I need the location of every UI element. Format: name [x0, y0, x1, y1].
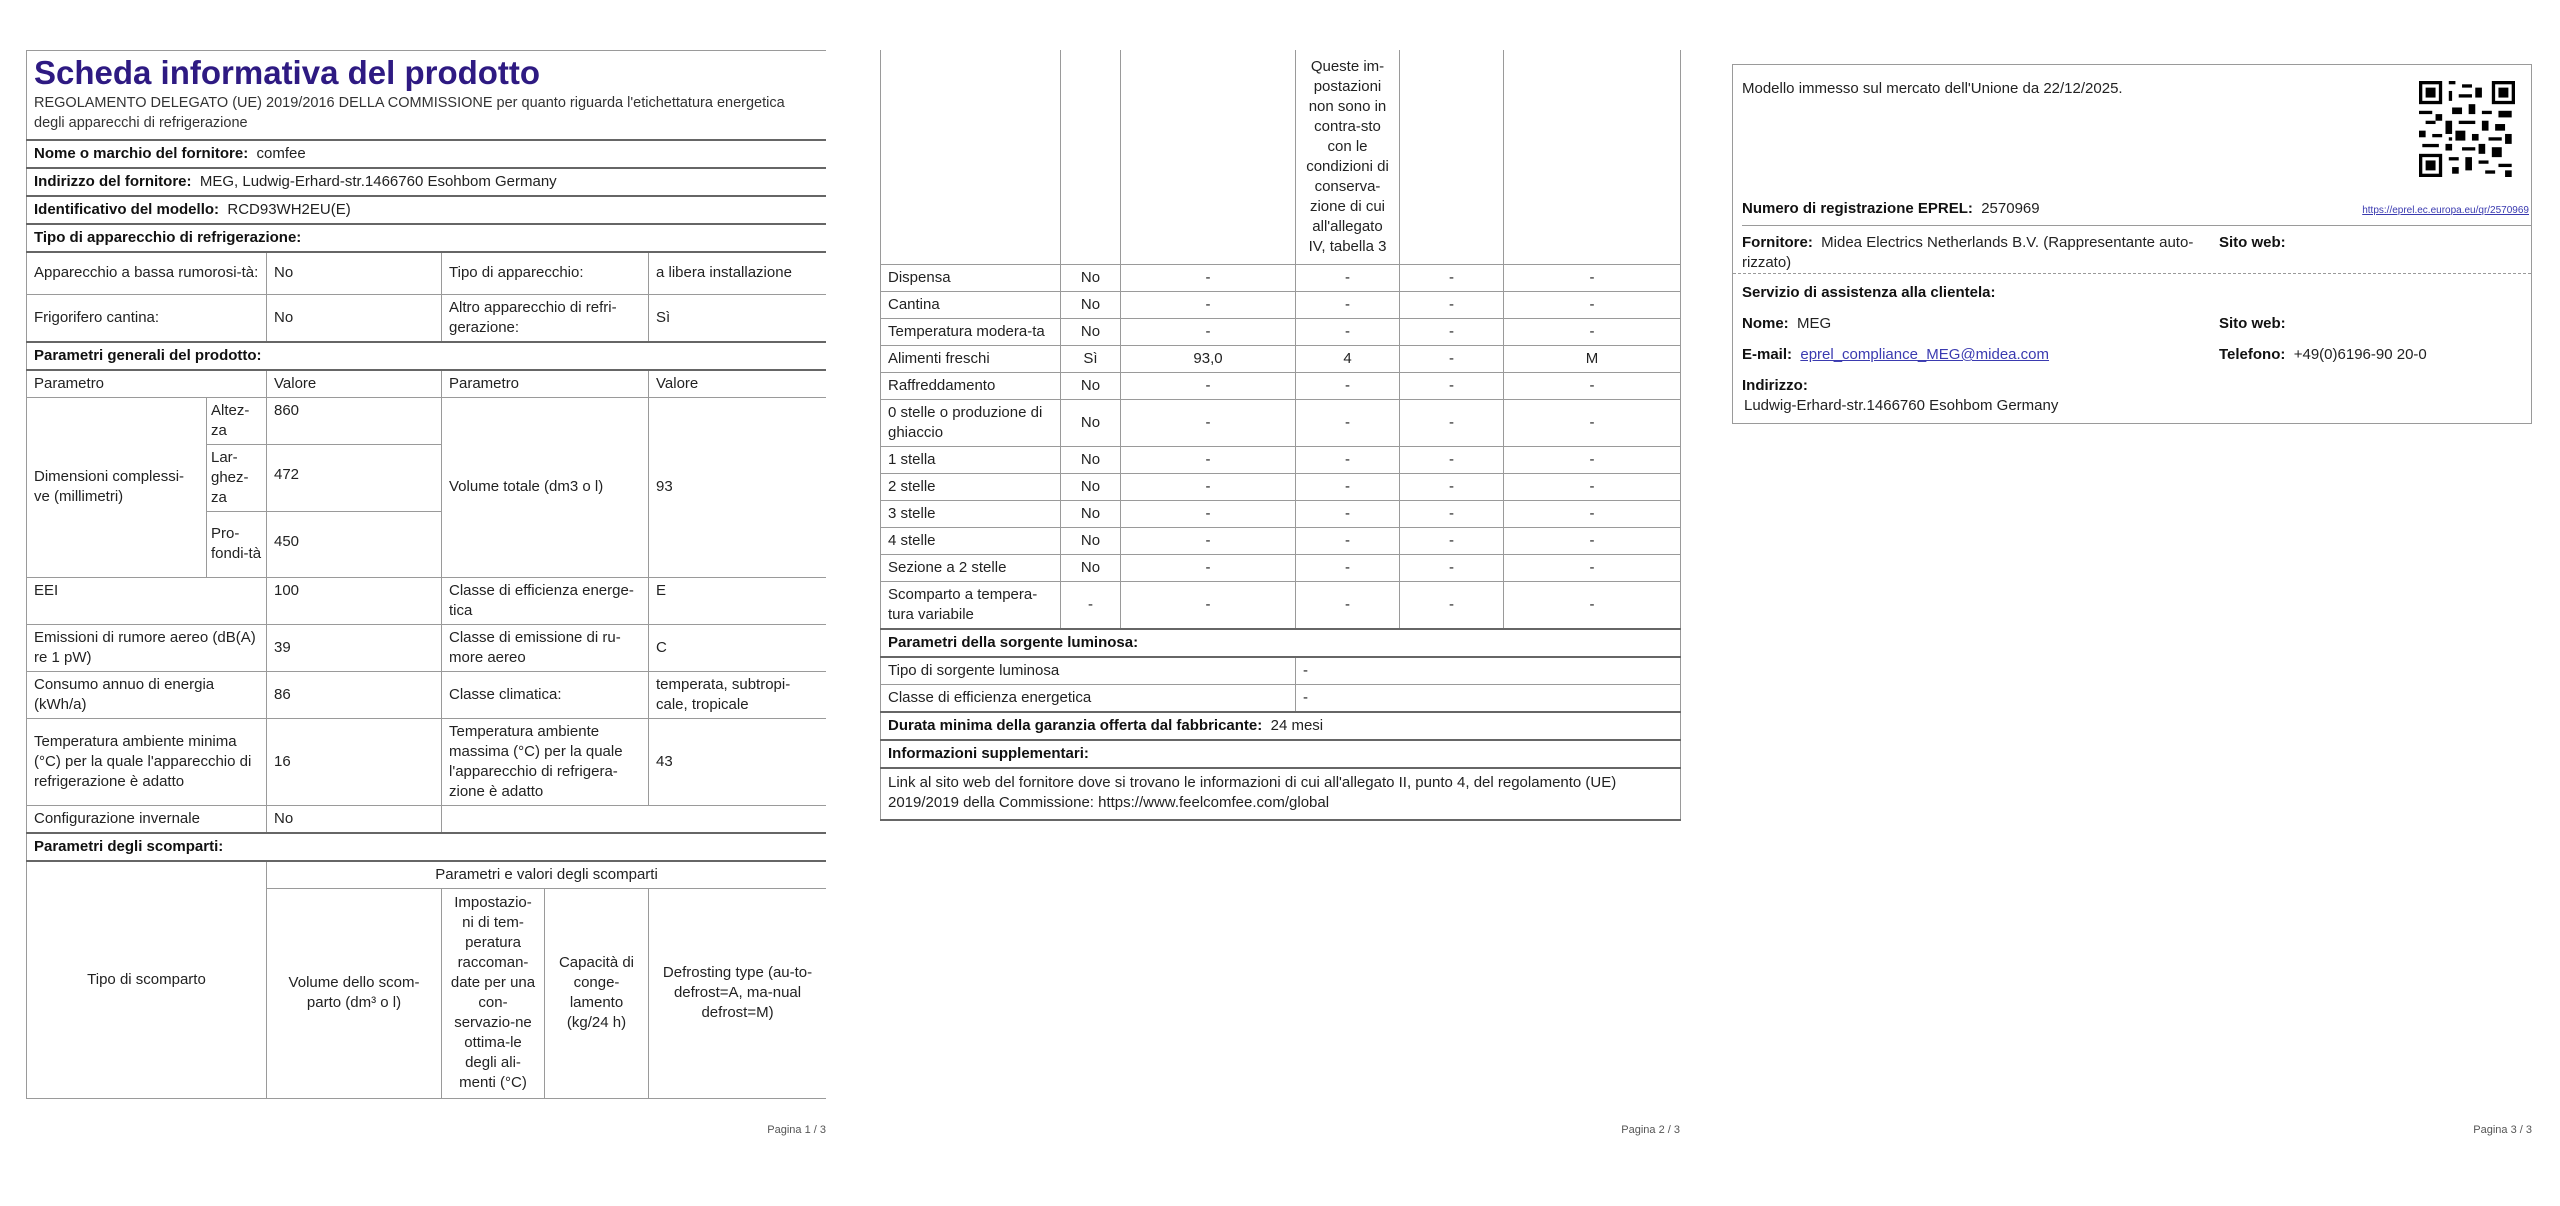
compartment-volume: - — [1121, 372, 1296, 399]
compartment-defrost: - — [1504, 399, 1681, 446]
col-value: Valore — [267, 370, 442, 398]
model-id: RCD93WH2EU(E) — [227, 201, 351, 218]
appliance-type-heading: Tipo di apparecchio di refrigerazione: — [34, 229, 302, 246]
compartment-name: Scomparto a tempera-tura variabile — [881, 581, 1061, 629]
address-value: Ludwig-Erhard-str.1466760 Esohbom Germany — [1744, 397, 2059, 414]
website-label: Sito web: — [2219, 234, 2286, 251]
compartment-volume: - — [1121, 399, 1296, 446]
compartment-volume: - — [1121, 446, 1296, 473]
compartment-temp: - — [1296, 291, 1400, 318]
name-value: MEG — [1797, 315, 1832, 332]
col-param-2: Parametro — [442, 370, 649, 398]
winter-label: Configurazione invernale — [27, 805, 267, 833]
compartment-row — [881, 345, 1681, 372]
noise-label: Emissioni di rumore aereo (dB(A) re 1 pW) — [27, 624, 267, 671]
compartment-capacity: - — [1400, 345, 1504, 372]
compartment-temp: 4 — [1296, 345, 1400, 372]
compartment-defrost: - — [1504, 372, 1681, 399]
dimensions-label: Dimensioni complessi-ve (millimetri) — [27, 397, 207, 577]
compartment-capacity: - — [1400, 527, 1504, 554]
compartment-capacity: - — [1400, 372, 1504, 399]
product-sheet-table — [26, 50, 826, 1099]
design-type-value: a libera installazione — [649, 252, 827, 294]
compartment-rows — [881, 264, 1681, 629]
total-volume-value: 93 — [649, 397, 827, 577]
compartment-volume: - — [1121, 500, 1296, 527]
compartment-defrost: - — [1504, 446, 1681, 473]
page-2-content — [880, 50, 1680, 821]
compartment-capacity: - — [1400, 399, 1504, 446]
compartment-present: No — [1061, 372, 1121, 399]
phone-label: Telefono: — [2219, 346, 2286, 363]
winter-value: No — [267, 805, 442, 833]
compartment-present: No — [1061, 554, 1121, 581]
low-noise-value: No — [267, 252, 442, 294]
compartment-row — [881, 527, 1681, 554]
compartment-present: No — [1061, 500, 1121, 527]
compartment-capacity: - — [1400, 446, 1504, 473]
eprel-label: Numero di registrazione EPREL: — [1742, 200, 1973, 217]
supplier-address: MEG, Ludwig-Erhard-str.1466760 Esohbom Germany — [199, 173, 557, 190]
compartment-defrost: - — [1504, 581, 1681, 629]
noise-class-label: Classe di emissione di ru-more aereo — [442, 624, 649, 671]
light-class-value: - — [1296, 684, 1681, 712]
compartment-defrost: - — [1504, 291, 1681, 318]
design-type-label: Tipo di apparecchio: — [442, 252, 649, 294]
regulation-text: REGOLAMENTO DELEGATO (UE) 2019/2016 DELLA COMMISSIONE per quanto riguarda l'etichettatura energetica degli apparecchi di refrigerazione — [34, 95, 785, 131]
compartment-defrost: - — [1504, 554, 1681, 581]
annual-energy-label: Consumo annuo di energia (kWh/a) — [27, 671, 267, 718]
compartment-type-label: Tipo di scomparto — [27, 861, 267, 1099]
compartment-volume: - — [1121, 473, 1296, 500]
compartment-row — [881, 473, 1681, 500]
compartment-name: Cantina — [881, 291, 1061, 318]
qr-code-icon[interactable] — [2419, 81, 2515, 177]
depth-value: 450 — [267, 511, 442, 577]
compartment-row — [881, 318, 1681, 345]
storage-note: Queste im-postazioni non sono in contra-sto con le condizioni di conserva-zione di cui all'allegato IV, tabella 3 — [1296, 50, 1400, 264]
min-temp-label: Temperatura ambiente minima (°C) per la quale l'apparecchio di refrigerazione è adatto — [27, 718, 267, 805]
compartment-present: No — [1061, 318, 1121, 345]
wine-label: Frigorifero cantina: — [27, 294, 267, 342]
compartment-name: 0 stelle o produzione di ghiaccio — [881, 399, 1061, 446]
max-temp-value: 43 — [649, 718, 827, 805]
compartment-volume: 93,0 — [1121, 345, 1296, 372]
height-value: 860 — [267, 397, 442, 444]
compartment-temp: - — [1296, 399, 1400, 446]
compartment-volume-label: Volume dello scom-parto (dm³ o l) — [267, 888, 442, 1098]
eei-label: EEI — [27, 577, 267, 624]
total-volume-label: Volume totale (dm3 o l) — [442, 397, 649, 577]
compartment-temp: - — [1296, 473, 1400, 500]
compartment-heading: Parametri degli scomparti: — [34, 837, 224, 855]
name-label: Nome: — [1742, 315, 1789, 332]
compartment-temp: - — [1296, 527, 1400, 554]
eei-value: 100 — [267, 577, 442, 624]
supplier-name-label: Nome o marchio del fornitore: — [34, 145, 249, 162]
compartment-volume: - — [1121, 581, 1296, 629]
market-date: Modello immesso sul mercato dell'Unione da 22/12/2025. — [1742, 80, 2123, 97]
annual-energy-value: 86 — [267, 671, 442, 718]
compartment-volume: - — [1121, 554, 1296, 581]
guarantee-value: 24 mesi — [1270, 716, 1324, 734]
eprel-box — [1732, 64, 2532, 424]
max-temp-label: Temperatura ambiente massima (°C) per la quale l'apparecchio di refrigera-zione è adatto — [442, 718, 649, 805]
page-1 — [26, 0, 826, 1206]
compartment-defrost: - — [1504, 318, 1681, 345]
compartment-temp: - — [1296, 264, 1400, 291]
email-link[interactable]: eprel_compliance_MEG@midea.com — [1800, 346, 2050, 363]
compartment-present: No — [1061, 446, 1121, 473]
compartment-capacity: - — [1400, 581, 1504, 629]
address-label: Indirizzo: — [1742, 377, 1808, 394]
service-website-label: Sito web: — [2219, 315, 2286, 332]
compartment-present: No — [1061, 399, 1121, 446]
compartment-present: No — [1061, 264, 1121, 291]
depth-label: Pro-fondi-tà — [207, 511, 267, 577]
compartment-values-label: Parametri e valori degli scomparti — [267, 861, 827, 889]
compartment-defrost: M — [1504, 345, 1681, 372]
model-id-label: Identificativo del modello: — [34, 201, 220, 218]
page-number-2: Pagina 2 / 3 — [1621, 1124, 1680, 1136]
compartment-row — [881, 554, 1681, 581]
width-value: 472 — [267, 444, 442, 511]
recommended-temp-label: Impostazio-ni di tem-peratura raccoman-date per una con-servazio-ne ottima-le degli ali-menti (°C) — [442, 888, 545, 1098]
page-title: Scheda informativa del prodotto — [34, 54, 541, 91]
compartment-row — [881, 581, 1681, 629]
climate-class-label: Classe climatica: — [442, 671, 649, 718]
compartment-volume: - — [1121, 264, 1296, 291]
compartment-present: No — [1061, 473, 1121, 500]
service-heading: Servizio di assistenza alla clientela: — [1742, 284, 1996, 301]
compartment-capacity: - — [1400, 500, 1504, 527]
compartment-capacity: - — [1400, 264, 1504, 291]
compartment-name: Temperatura modera-ta — [881, 318, 1061, 345]
col-param: Parametro — [27, 370, 267, 398]
light-class-label: Classe di efficienza energetica — [881, 684, 1296, 712]
email-label: E-mail: — [1742, 346, 1793, 363]
light-heading: Parametri della sorgente luminosa: — [888, 633, 1139, 651]
compartment-volume: - — [1121, 318, 1296, 345]
compartment-row — [881, 291, 1681, 318]
page-number-1: Pagina 1 / 3 — [767, 1124, 826, 1136]
height-label: Altez-za — [207, 397, 267, 444]
compartment-temp: - — [1296, 554, 1400, 581]
supplier-address-label: Indirizzo del fornitore: — [34, 173, 192, 190]
supplier-value: Midea Electrics Netherlands B.V. (Rappresentante auto-rizzato) — [1742, 234, 2194, 271]
page-1-content — [26, 50, 826, 1113]
compartment-present: Sì — [1061, 345, 1121, 372]
compartment-temp: - — [1296, 372, 1400, 399]
compartment-volume: - — [1121, 527, 1296, 554]
other-appliance-label: Altro apparecchio di refri-gerazione: — [442, 294, 649, 342]
additional-text: Link al sito web del fornitore dove si trovano le informazioni di cui all'allegato II, punto 4, del regolamento (UE) 2019/2019 della Commissione: https://www.feelcomfee.com/global — [881, 768, 1681, 820]
compartment-name: 4 stelle — [881, 527, 1061, 554]
compartment-temp: - — [1296, 446, 1400, 473]
guarantee-label: Durata minima della garanzia offerta dal fabbricante: — [888, 716, 1263, 734]
eprel-value: 2570969 — [1981, 200, 2040, 217]
compartment-row — [881, 446, 1681, 473]
energy-class-value: E — [649, 577, 827, 624]
compartment-temp: - — [1296, 581, 1400, 629]
freezing-capacity-label: Capacità di conge-lamento (kg/24 h) — [545, 888, 649, 1098]
compartment-capacity: - — [1400, 291, 1504, 318]
compartment-name: 1 stella — [881, 446, 1061, 473]
low-noise-label: Apparecchio a bassa rumorosi-tà: — [27, 252, 267, 294]
compartments-table — [880, 50, 1681, 821]
min-temp-value: 16 — [267, 718, 442, 805]
climate-class-value: temperata, subtropi-cale, tropicale — [649, 671, 827, 718]
phone-value: +49(0)6196-90 20-0 — [2293, 346, 2427, 363]
page-2 — [880, 0, 1680, 1206]
compartment-name: Dispensa — [881, 264, 1061, 291]
supplier-label: Fornitore: — [1742, 234, 1813, 251]
supplier-name: comfee — [256, 145, 306, 162]
other-appliance-value: Sì — [649, 294, 827, 342]
noise-value: 39 — [267, 624, 442, 671]
compartment-defrost: - — [1504, 500, 1681, 527]
col-value-2: Valore — [649, 370, 827, 398]
compartment-present: - — [1061, 581, 1121, 629]
compartment-capacity: - — [1400, 473, 1504, 500]
width-label: Lar-ghez-za — [207, 444, 267, 511]
compartment-defrost: - — [1504, 473, 1681, 500]
eprel-link[interactable]: https://eprel.ec.europa.eu/qr/2570969 — [2362, 205, 2529, 216]
compartment-row — [881, 372, 1681, 399]
compartment-row — [881, 500, 1681, 527]
compartment-defrost: - — [1504, 527, 1681, 554]
general-params-heading: Parametri generali del prodotto: — [34, 346, 262, 364]
compartment-volume: - — [1121, 291, 1296, 318]
compartment-name: Raffreddamento — [881, 372, 1061, 399]
page-number-3: Pagina 3 / 3 — [2473, 1124, 2532, 1136]
defrost-type-label: Defrosting type (au-to-defrost=A, ma-nual defrost=M) — [649, 888, 827, 1098]
compartment-temp: - — [1296, 500, 1400, 527]
noise-class-value: C — [649, 624, 827, 671]
energy-class-label: Classe di efficienza energe-tica — [442, 577, 649, 624]
compartment-name: 3 stelle — [881, 500, 1061, 527]
compartment-name: Sezione a 2 stelle — [881, 554, 1061, 581]
compartment-name: Alimenti freschi — [881, 345, 1061, 372]
compartment-row — [881, 399, 1681, 446]
compartment-present: No — [1061, 291, 1121, 318]
compartment-capacity: - — [1400, 554, 1504, 581]
light-type-label: Tipo di sorgente luminosa — [881, 657, 1296, 685]
page-3 — [1732, 0, 2532, 1206]
compartment-defrost: - — [1504, 264, 1681, 291]
compartment-row — [881, 264, 1681, 291]
compartment-name: 2 stelle — [881, 473, 1061, 500]
light-type-value: - — [1296, 657, 1681, 685]
wine-value: No — [267, 294, 442, 342]
compartment-present: No — [1061, 527, 1121, 554]
additional-heading: Informazioni supplementari: — [888, 744, 1089, 762]
compartment-temp: - — [1296, 318, 1400, 345]
compartment-capacity: - — [1400, 318, 1504, 345]
